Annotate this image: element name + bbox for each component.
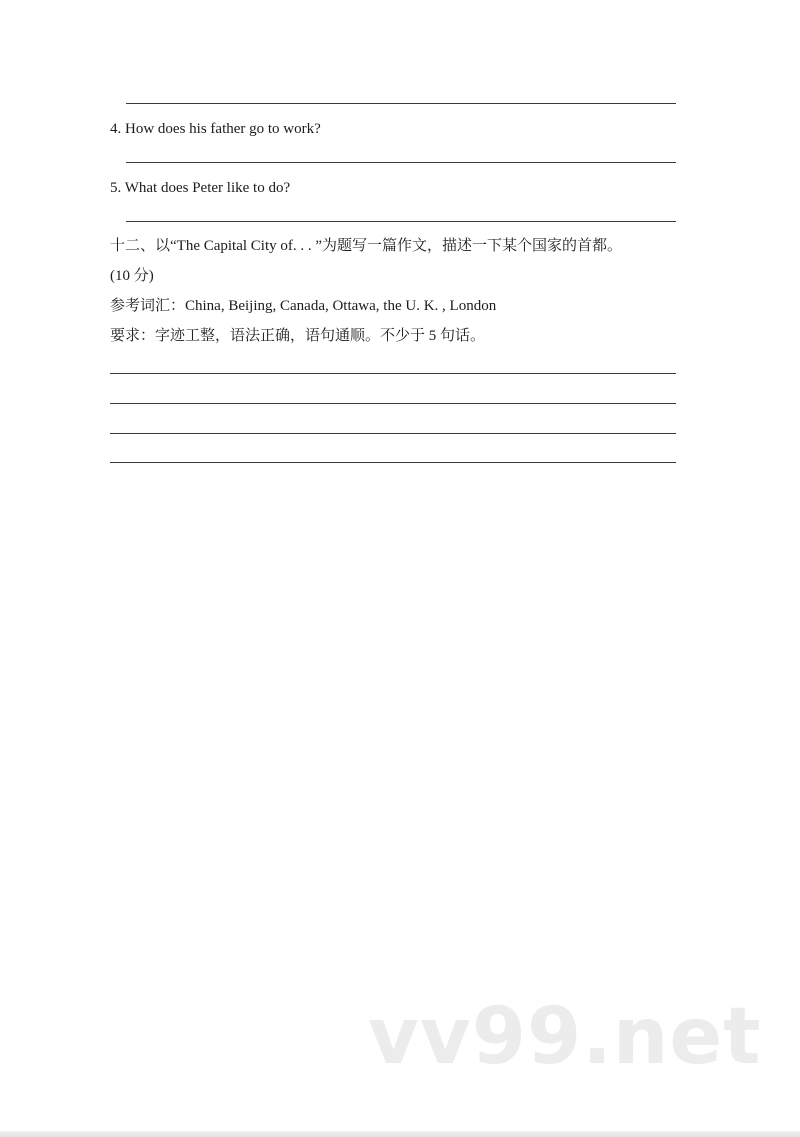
answer-line-q5[interactable] [126, 221, 676, 222]
answer-line-q4[interactable] [126, 162, 676, 163]
writing-task-instruction: 十二、以“The Capital City of. . . ”为题写一篇作文，描述一下某个国家的首都。 [110, 238, 623, 254]
writing-requirements: 要求：字迹工整，语法正确，语句通顺。不少于 5 句话。 [110, 328, 486, 344]
composition-line-4[interactable] [110, 462, 676, 463]
question-5 [110, 178, 290, 198]
question-4-text: How does his father go to work? [125, 121, 321, 137]
question-4 [110, 119, 321, 139]
composition-line-1[interactable] [110, 373, 676, 374]
page-bottom-edge [0, 1131, 800, 1137]
question-5-number: 5. [110, 180, 122, 196]
answer-line-q3[interactable] [126, 103, 676, 104]
reference-words: 参考词汇：China, Beijing, Canada, Ottawa, the U. K. , London [110, 298, 497, 314]
composition-line-2[interactable] [110, 403, 676, 404]
composition-line-3[interactable] [110, 433, 676, 434]
writing-task-score: (10 分) [110, 268, 154, 284]
question-4-number: 4. [110, 121, 122, 137]
question-5-text: What does Peter like to do? [124, 180, 291, 196]
watermark: vv99.net [368, 992, 762, 1082]
